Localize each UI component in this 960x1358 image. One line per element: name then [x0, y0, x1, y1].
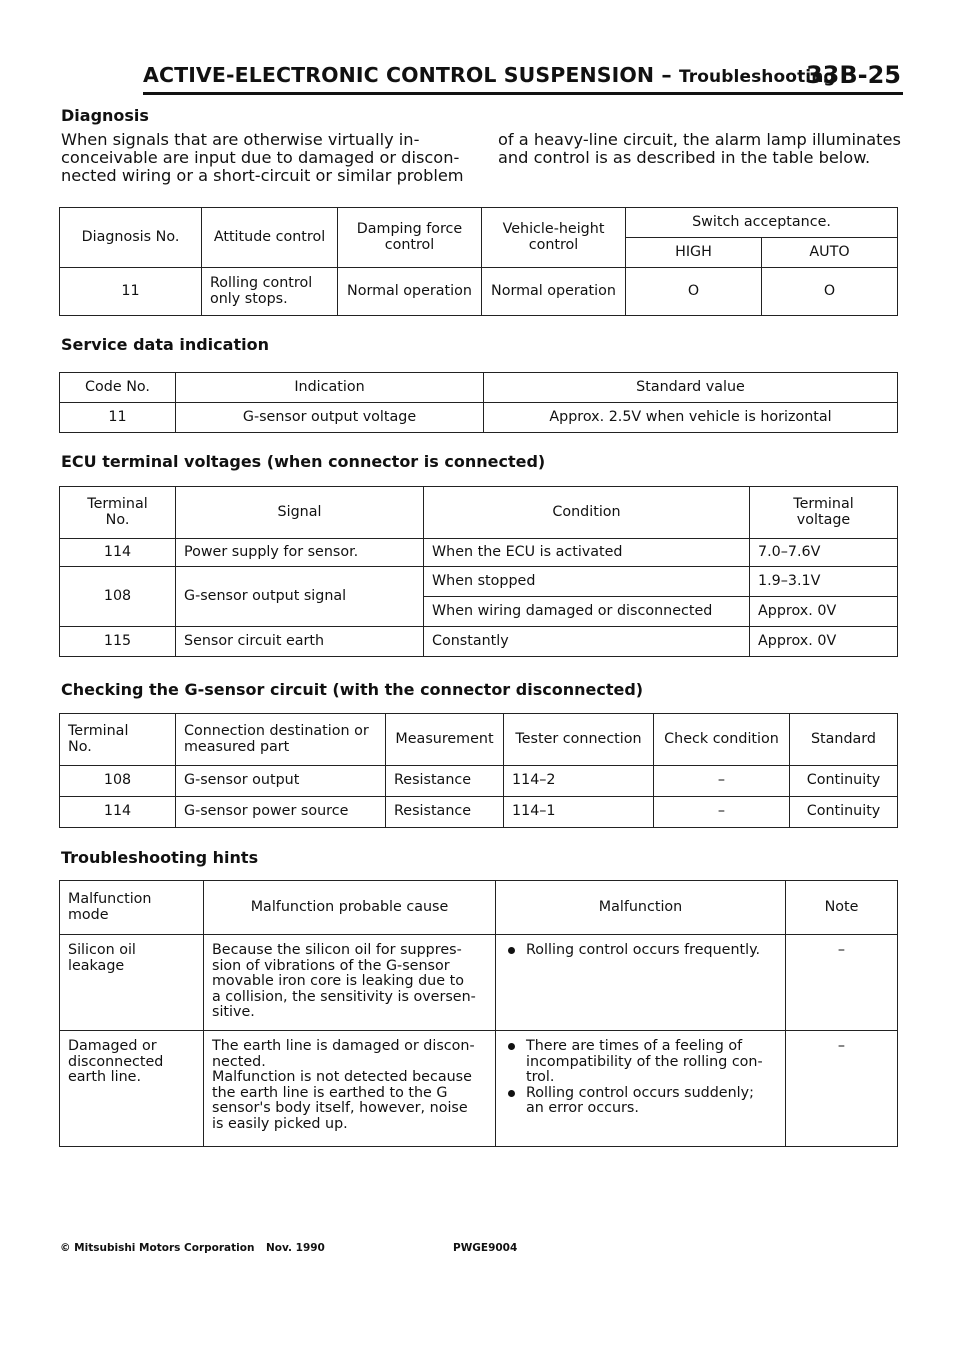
check-cell-condition: –: [654, 797, 790, 828]
bullet-icon: [508, 1043, 515, 1050]
page-title: [143, 63, 836, 87]
check-cell-standard: Continuity: [790, 797, 898, 828]
ecu-cell-voltage: Approx. 0V: [750, 597, 898, 627]
table-row: [60, 797, 898, 828]
ecu-voltages-heading: ECU terminal voltages (when connector is connected): [61, 452, 546, 471]
page-header: [143, 60, 903, 95]
check-header-terminal: Terminal No.: [60, 714, 176, 766]
hints-cell-mode: Silicon oil leakage: [60, 935, 204, 1031]
footer-copyright: © Mitsubishi Motors Corporation: [60, 1242, 255, 1254]
hints-table: [59, 880, 898, 1147]
diag-header-high: HIGH: [626, 238, 762, 268]
check-cell-measurement: Resistance: [386, 797, 504, 828]
ecu-cell-voltage: Approx. 0V: [750, 627, 898, 657]
diag-header-height: Vehicle-height control: [482, 208, 626, 268]
hints-cell-mode: Damaged or disconnected earth line.: [60, 1031, 204, 1147]
service-header-code: Code No.: [60, 373, 176, 403]
footer-date: Nov. 1990: [266, 1242, 325, 1254]
table-row: [60, 567, 898, 597]
service-header-standard: Standard value: [484, 373, 898, 403]
check-cell-terminal: 108: [60, 766, 176, 797]
diag-cell-height: Normal operation: [482, 268, 626, 316]
table-row: [60, 935, 898, 1031]
ecu-voltages-table: [59, 486, 898, 657]
gsensor-check-heading: Checking the G-sensor circuit (with the connector disconnected): [61, 680, 644, 699]
hints-header-note: Note: [786, 881, 898, 935]
diag-cell-attitude: Rolling control only stops.: [202, 268, 338, 316]
diag-cell-damping: Normal operation: [338, 268, 482, 316]
diag-header-attitude: Attitude control: [202, 208, 338, 268]
service-cell-code: 11: [60, 403, 176, 433]
hints-cell-note: –: [786, 1031, 898, 1147]
ecu-cell-terminal: 108: [60, 567, 176, 627]
diag-header-switch: Switch acceptance.: [626, 208, 898, 238]
malfunction-text: Rolling control occurs suddenly; an error occurs.: [526, 1084, 754, 1116]
ecu-cell-condition: When stopped: [424, 567, 750, 597]
diagnosis-table: [59, 207, 898, 316]
malfunction-item: [504, 943, 777, 959]
check-cell-terminal: 114: [60, 797, 176, 828]
ecu-cell-terminal: 115: [60, 627, 176, 657]
table-row: [60, 539, 898, 567]
ecu-cell-terminal: 114: [60, 539, 176, 567]
table-row: [60, 1031, 898, 1147]
service-cell-indication: G-sensor output voltage: [176, 403, 484, 433]
service-data-table: [59, 372, 898, 433]
ecu-cell-signal: Sensor circuit earth: [176, 627, 424, 657]
check-cell-destination: G-sensor output: [176, 766, 386, 797]
check-header-measurement: Measurement: [386, 714, 504, 766]
diagnosis-paragraph-left: When signals that are otherwise virtually in- conceivable are input due to damaged or discon- nected wiring or a short-circuit or similar problem: [61, 130, 464, 185]
ecu-cell-condition: When the ECU is activated: [424, 539, 750, 567]
hints-header-mode: Malfunction mode: [60, 881, 204, 935]
diagnosis-paragraph-right: of a heavy-line circuit, the alarm lamp illuminates and control is as described in the table below.: [498, 130, 901, 167]
diag-header-damping: Damping force control: [338, 208, 482, 268]
check-header-condition: Check condition: [654, 714, 790, 766]
diag-cell-auto: O: [762, 268, 898, 316]
title-section: Troubleshooting: [678, 67, 836, 87]
gsensor-check-table: [59, 713, 898, 828]
ecu-cell-condition: Constantly: [424, 627, 750, 657]
check-cell-destination: G-sensor power source: [176, 797, 386, 828]
check-header-destination: Connection destination or measured part: [176, 714, 386, 766]
diag-header-no: Diagnosis No.: [60, 208, 202, 268]
ecu-header-terminal: Terminal No.: [60, 487, 176, 539]
page-footer: [60, 1242, 580, 1260]
service-data-heading: Service data indication: [61, 335, 269, 354]
ecu-header-condition: Condition: [424, 487, 750, 539]
ecu-header-signal: Signal: [176, 487, 424, 539]
diag-cell-no: 11: [60, 268, 202, 316]
bullet-icon: [508, 947, 515, 954]
hints-header-malfunction: Malfunction: [496, 881, 786, 935]
title-main: ACTIVE-ELECTRONIC CONTROL SUSPENSION: [143, 63, 655, 87]
malfunction-text: Rolling control occurs frequently.: [526, 942, 761, 958]
page-number: 33B-25: [805, 61, 901, 89]
diag-header-auto: AUTO: [762, 238, 898, 268]
footer-code: PWGE9004: [453, 1242, 518, 1254]
malfunction-item: [504, 1039, 777, 1086]
ecu-cell-condition: When wiring damaged or disconnected: [424, 597, 750, 627]
hints-cell-cause: Because the silicon oil for suppres- sion of vibrations of the G-sensor movable iron core is leaking due to a collision, the sensitivity is oversen- sitive.: [204, 935, 496, 1031]
check-cell-tester: 114–1: [504, 797, 654, 828]
diagnosis-heading: Diagnosis: [61, 106, 149, 125]
table-row: [60, 766, 898, 797]
ecu-cell-signal: Power supply for sensor.: [176, 539, 424, 567]
bullet-icon: [508, 1090, 515, 1097]
ecu-header-voltage: Terminal voltage: [750, 487, 898, 539]
ecu-cell-voltage: 7.0–7.6V: [750, 539, 898, 567]
hints-cell-note: –: [786, 935, 898, 1031]
hints-cell-cause: The earth line is damaged or discon- nected. Malfunction is not detected because the earth line is earthed to the G sensor's body itself, however, noise is easily picked up.: [204, 1031, 496, 1147]
check-header-standard: Standard: [790, 714, 898, 766]
table-row: [60, 627, 898, 657]
check-cell-condition: –: [654, 766, 790, 797]
title-dash: –: [654, 63, 679, 87]
service-header-indication: Indication: [176, 373, 484, 403]
check-cell-measurement: Resistance: [386, 766, 504, 797]
hints-cell-malfunction: [496, 935, 786, 1031]
hints-cell-malfunction: [496, 1031, 786, 1147]
hints-header-cause: Malfunction probable cause: [204, 881, 496, 935]
service-cell-standard: Approx. 2.5V when vehicle is horizontal: [484, 403, 898, 433]
malfunction-text: There are times of a feeling of incompatibility of the rolling con- trol.: [526, 1038, 763, 1085]
check-cell-tester: 114–2: [504, 766, 654, 797]
ecu-cell-signal: G-sensor output signal: [176, 567, 424, 627]
malfunction-item: [504, 1086, 777, 1117]
check-header-tester: Tester connection: [504, 714, 654, 766]
check-cell-standard: Continuity: [790, 766, 898, 797]
hints-heading: Troubleshooting hints: [61, 848, 259, 867]
diag-cell-high: O: [626, 268, 762, 316]
ecu-cell-voltage: 1.9–3.1V: [750, 567, 898, 597]
